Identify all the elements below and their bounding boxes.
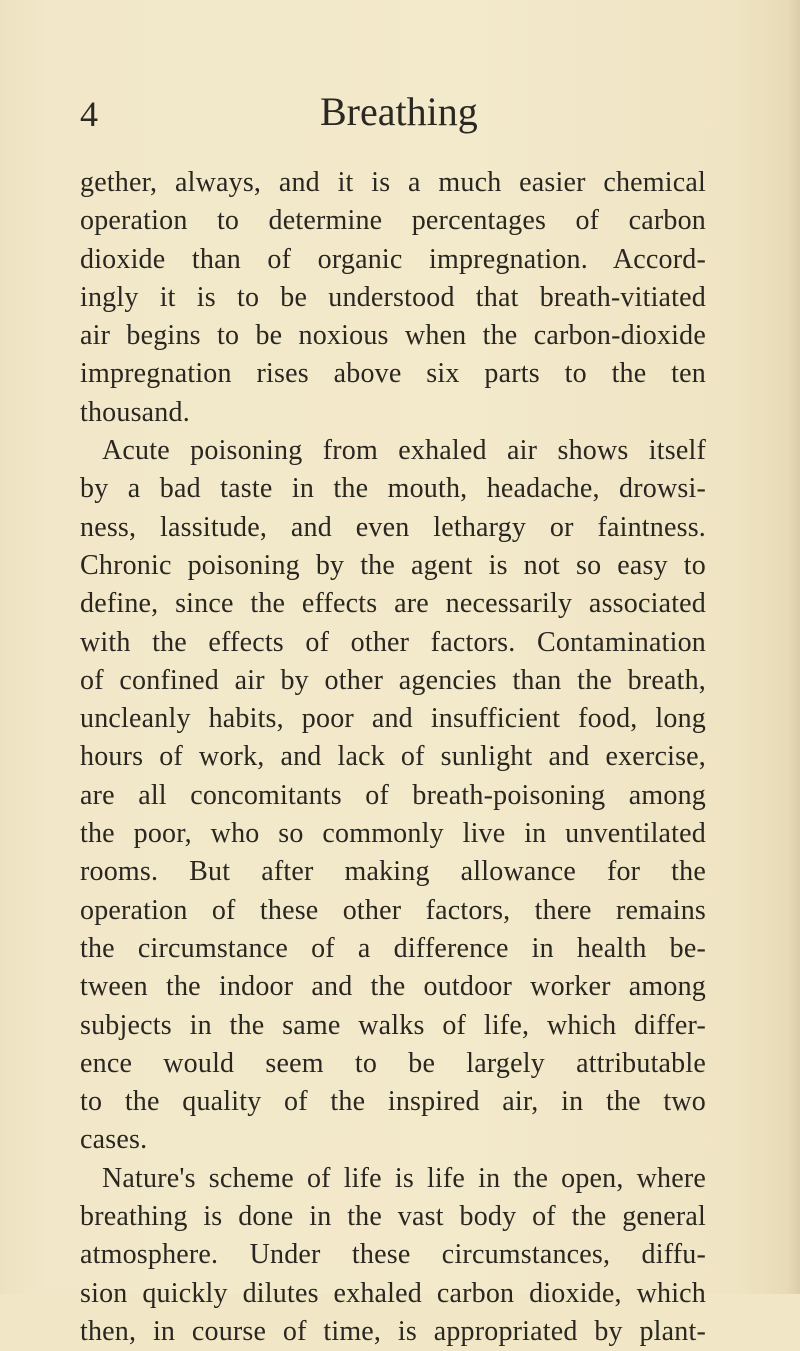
- text-line: atmosphere. Under these circumstances, diffu-: [80, 1239, 706, 1271]
- text-line: define, since the effects are necessarily associated: [80, 588, 706, 620]
- text-line: operation to determine percentages of carbon: [80, 205, 706, 237]
- text-line: ingly it is to be understood that breath-vitiated: [80, 281, 706, 313]
- text-line: to the quality of the inspired air, in the two: [80, 1086, 706, 1118]
- text-line: rooms. But after making allowance for the: [80, 856, 706, 888]
- text-line: are all concomitants of breath-poisoning among: [80, 779, 706, 811]
- text-line: the poor, who so commonly live in unventilated: [80, 818, 706, 850]
- text-line: uncleanly habits, poor and insufficient food, long: [80, 703, 706, 735]
- text-line: subjects in the same walks of life, which differ-: [80, 1009, 706, 1041]
- text-line: Nature's scheme of life is life in the open, where: [102, 1162, 706, 1194]
- text-line: breathing is done in the vast body of the general: [80, 1201, 706, 1233]
- text-line: tween the indoor and the outdoor worker among: [80, 971, 706, 1003]
- text-line: by a bad taste in the mouth, headache, drowsi-: [80, 473, 706, 505]
- text-line: Chronic poisoning by the agent is not so easy to: [80, 549, 706, 581]
- text-line: the circumstance of a difference in health be-: [80, 932, 706, 964]
- body-text: [80, 164, 706, 1351]
- text-line: operation of these other factors, there remains: [80, 894, 706, 926]
- text-line: impregnation rises above six parts to the ten: [80, 358, 706, 390]
- text-line: sion quickly dilutes exhaled carbon dioxide, which: [80, 1277, 706, 1309]
- text-line: ness, lassitude, and even lethargy or faintness.: [80, 511, 706, 543]
- page-edge-shadow: [786, 0, 800, 1294]
- text-line: Acute poisoning from exhaled air shows itself: [102, 435, 706, 467]
- text-line: of confined air by other agencies than the breath,: [80, 664, 706, 696]
- text-line: hours of work, and lack of sunlight and exercise,: [80, 741, 706, 773]
- text-line: ence would seem to be largely attributable: [80, 1047, 706, 1079]
- text-line: thousand.: [80, 396, 190, 428]
- running-head: Breathing: [320, 89, 478, 134]
- text-line: then, in course of time, is appropriated by plant-: [80, 1315, 706, 1347]
- text-line: cases.: [80, 1124, 148, 1156]
- text-line: gether, always, and it is a much easier chemical: [80, 167, 706, 198]
- text-line: with the effects of other factors. Contamination: [80, 626, 706, 658]
- page-number: 4: [80, 94, 98, 134]
- text-line: air begins to be noxious when the carbon-dioxide: [80, 320, 706, 352]
- page-header: [0, 88, 800, 148]
- text-line: dioxide than of organic impregnation. Accord-: [80, 243, 706, 275]
